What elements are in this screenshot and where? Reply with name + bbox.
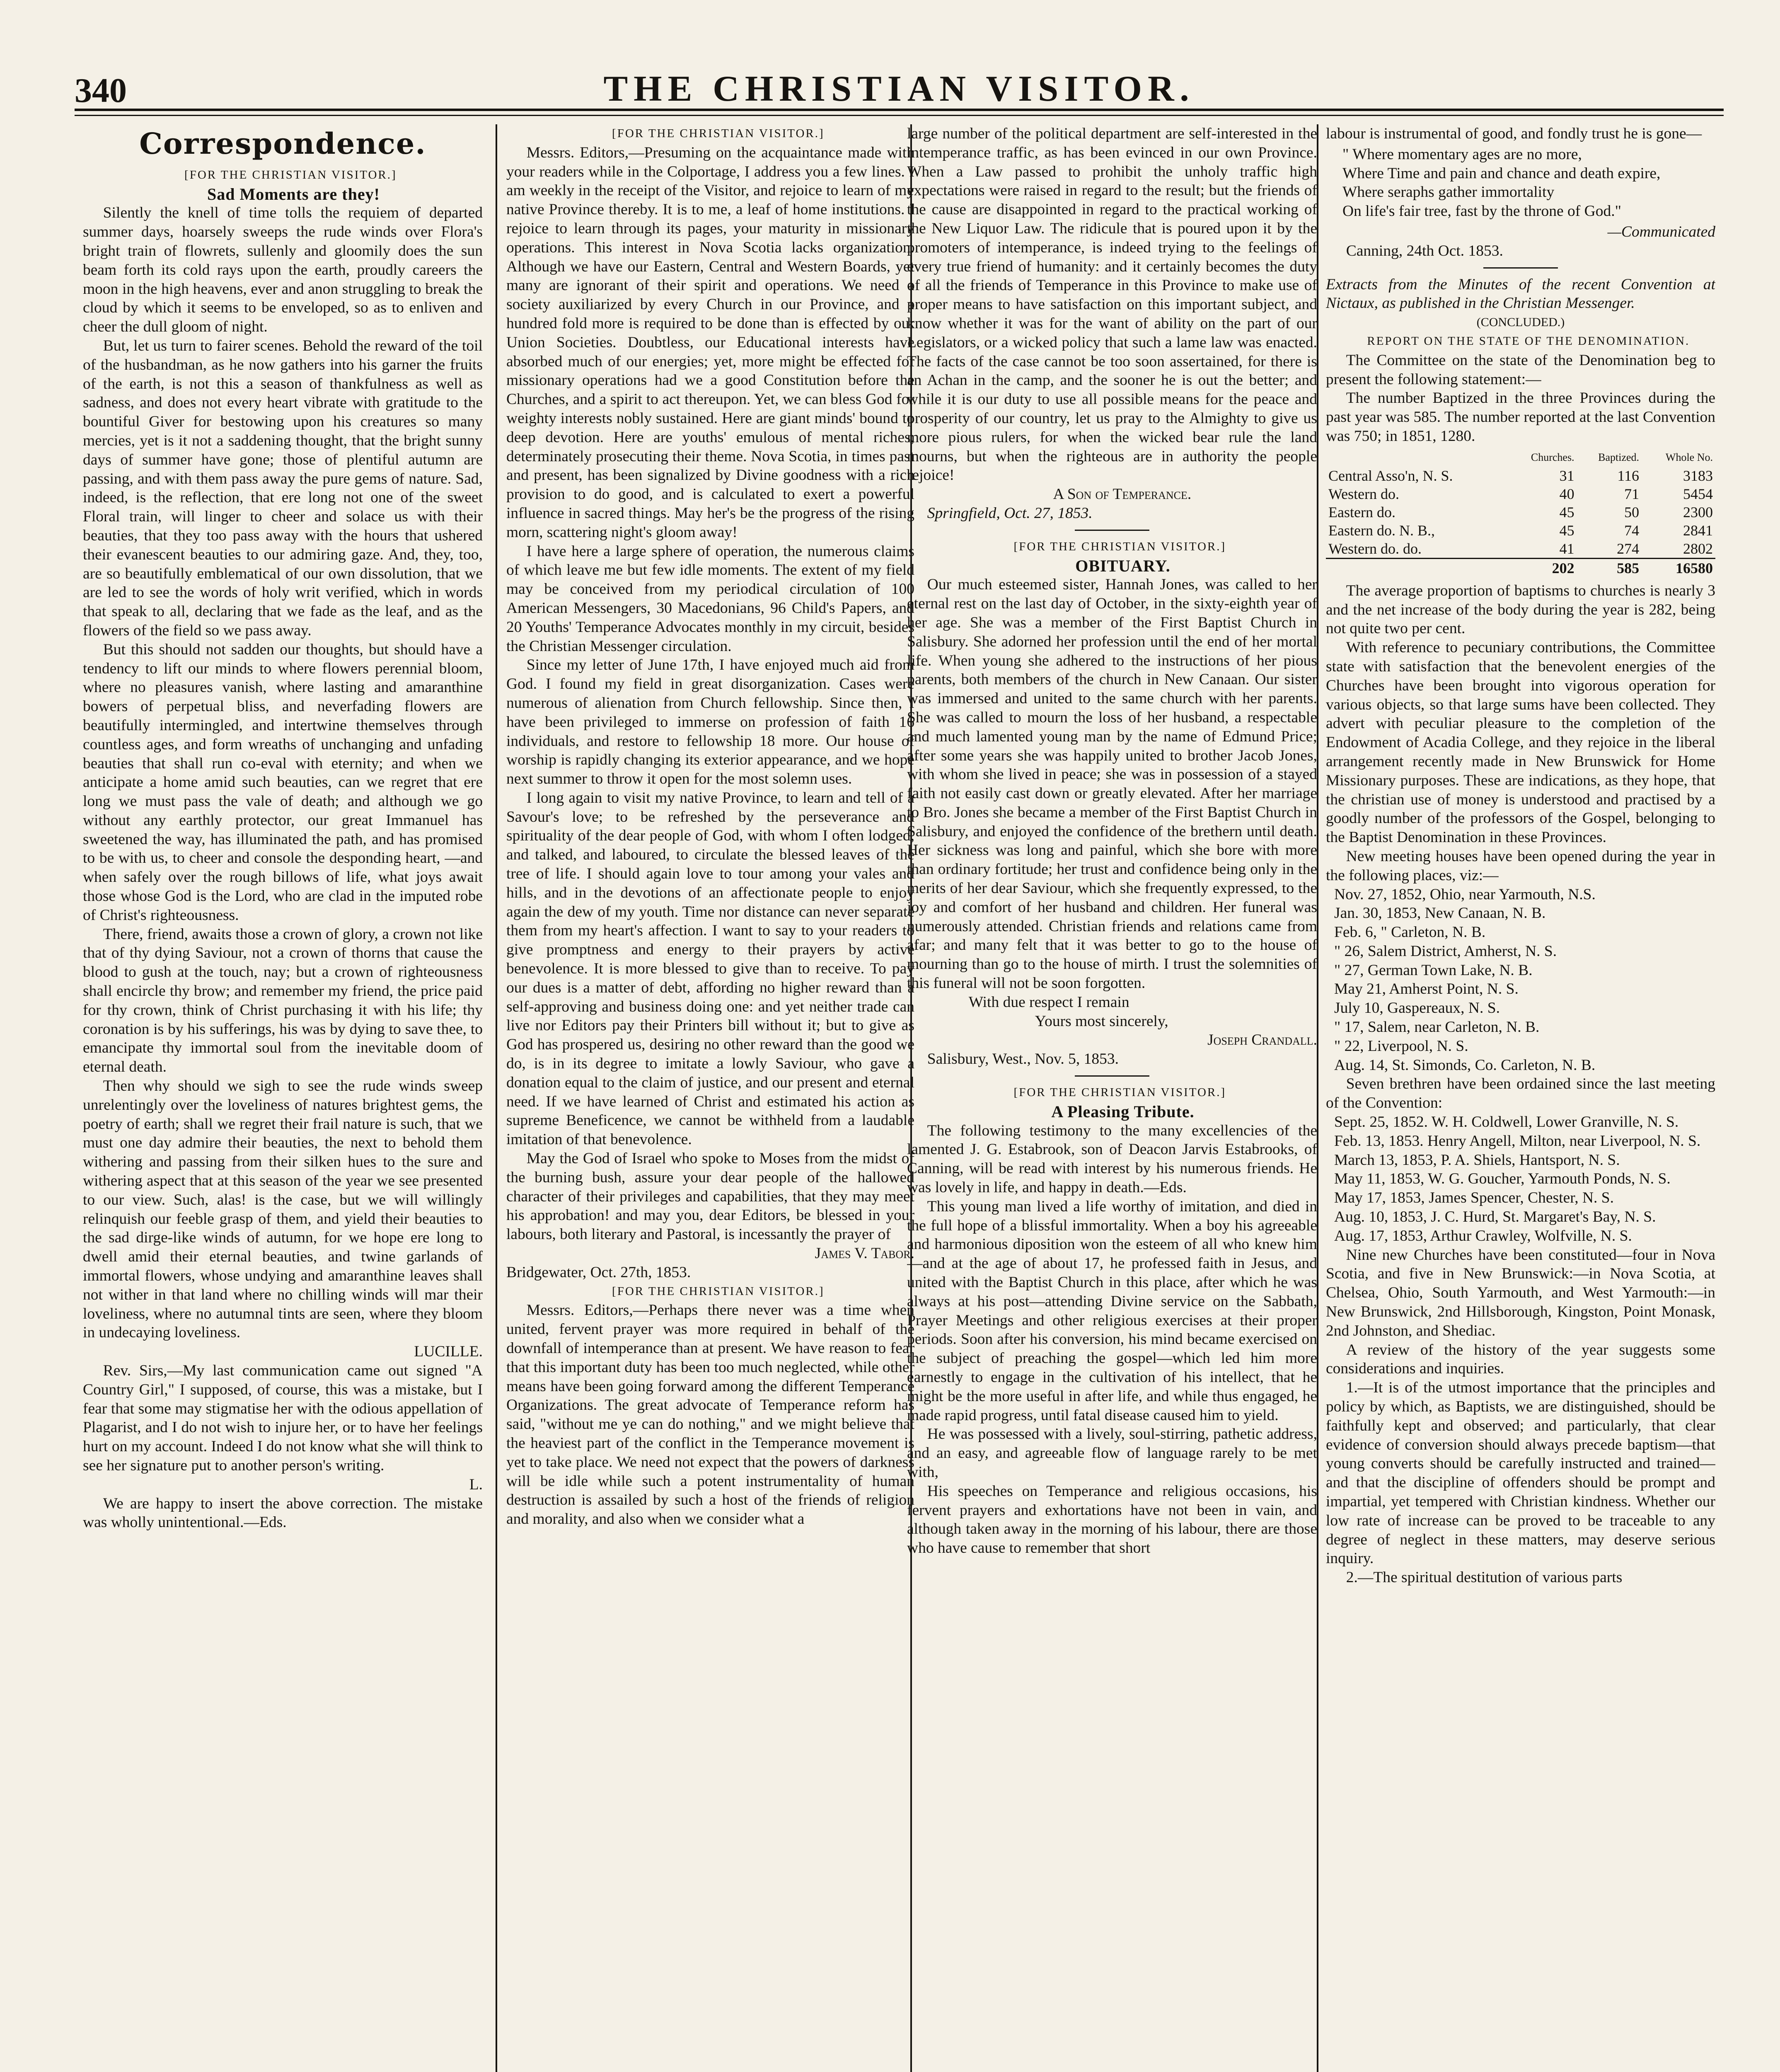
table-cell: 585 <box>1577 558 1642 577</box>
paragraph: Messrs. Editors,—Presuming on the acquaintance made with your readers while in the Colportage, I address you a few lines. I am weekly in the receipt of the Visitor, and rejoice to learn of my native Province thereby. It is to me, a leaf of home institutions. I rejoice to learn through its pages, your maturity in missionary operations. This interest in Nova Scotia lacks organization. Although we have our Eastern, Central and Western Boards, yet many are ignorant of their spirit and operations. We need a society auxiliarized by every Church in our Province, and a hundred fold more is required to be done than is effected by our Union Societies. Doubtless, our Educational interests have absorbed much of our energies; yet, more might be effected for missionary operations had we a good Constitution before the Churches, and a spirit to act thereupon. Yet, we can bless God for weighty interests nobly sustained. Here are giant minds' bound to deep devotion. Here are youths' emulous of mental riches, determinately prosecuting their theme. Nova Scotia, in times past and present, has been signalized by Divine goodness with a rich provision to do good, and is calculated to exert a powerful influence in sacred things. May her's be the progress of the rising morn, scattering night's gloom away! <box>506 144 914 541</box>
paragraph: Then why should we sigh to see the rude winds sweep unrelentingly over the loveliness of natures brightest gems, the poetry of earth; shall we regret their frail nature is such, that we must one day admire their beauties, the next to behold them withering and passing from their silken hues to the sure and withering aspect that at this season of the year we see presented to our view. Such, alas! is the case, but we will willingly relinquish our feeble grasp of them, and yield their beauties to the sad dirge-like winds of autumn, for we hope ere long to dwell amid their eternal beauties, and twine garlands of immortal flowers, whose undying and amaranthine leaves shall not wither in that land where no chilling winds will mar their loveliness, where no autumnal tints are seen, where they bloom in undecaying loveliness. <box>83 1077 483 1341</box>
paragraph: Our much esteemed sister, Hannah Jones, was called to her eternal rest on the last day of October, in the sixty-eighth year of her age. She was a member of the First Baptist Church in Salisbury. She adorned her profession until the end of her mortal life. When young she adhered to the instructions of her pious parents, both members of the church in New Canaan. Our sister was immersed and united to the same church with her parents. She was called to mourn the loss of her husband, a respectable and much lamented young man by the name of Edmund Price; after some years she was happily united to brother Jacob Jones, with whom she lived in peace; she was in possession of a stayed faith not easily cast down or greatly elevated. After her marriage to Bro. Jones she became a member of the First Baptist Church in Salisbury, and enjoyed the confidence of the brethern until death. Her sickness was long and painful, which she bore with more than ordinary fortitude; her trust and confidence being only in the merits of her dear Saviour, which she frequently expressed, to the joy and comfort of her husband and children. Her funeral was numerously attended. Christian friends and relations came from afar; and many felt that it was better to go to the house of mourning than go to the house of mirth. I trust the solemnities of this funeral will not be soon forgotten. <box>907 576 1317 992</box>
paragraph: I long again to visit my native Province, to learn and tell of a Savour's love; to be refreshed by the perseverance and spirituality of the dear people of God, with whom I often lodged, and talked, and laboured, to circulate the blessed leaves of the tree of life. I should again love to tour among your vales and hills, and in the devotions of an affectionate people to enjoy again the dew of my youth. Time nor distance can never separate them from my heart's affection. I want to say to your readers to give promptness and energy to their prayers by active benevolence. It is more blessed to give than to receive. To pay our dues is a matter of debt, affording no higher reward than a self-approving and business doing one: and yet neither trade can live nor Editors pay their Printers bill without it; but to give as God has prospered us, desiring no other reward than the good we do, is in its degree to imitate a lowly Saviour, who gave a donation equal to the claim of justice, and our present and eternal need. If we have learned of Christ and estimated his action as supreme Beneficence, we cannot be withheld from a laudable imitation of that benevolence. <box>506 789 914 1148</box>
column-divider <box>496 124 497 2072</box>
dateline: Canning, 24th Oct. 1853. <box>1346 242 1503 259</box>
table-row <box>1326 521 1715 540</box>
list-item: May 17, 1853, James Spencer, Chester, N. S. <box>1334 1189 1614 1207</box>
paragraph: Yours most sincerely, <box>1035 1012 1168 1030</box>
table-header: Churches. <box>1531 451 1574 463</box>
list-item: Aug. 10, 1853, J. C. Hurd, St. Margaret's Bay, N. S. <box>1334 1208 1656 1226</box>
divider-rule <box>1075 530 1149 531</box>
source-line: [FOR THE CHRISTIAN VISITOR.] <box>612 127 825 140</box>
table-cell: 45 <box>1559 503 1574 520</box>
dateline: Salisbury, West., Nov. 5, 1853. <box>927 1051 1119 1068</box>
table-row <box>1326 540 1715 559</box>
poem-line: On life's fair tree, fast by the throne of God." <box>1342 203 1621 220</box>
paragraph: There, friend, awaits those a crown of glory, a crown not like that of thy dying Saviour, not a crown of thorns that cause the blood to gush at the touch, nay; but a crown of righteousness shall encircle thy brow; and remember my friend, the price paid for thy crown, think of Christ purchasing it with his life; thy coronation is by his sufferings, his was by dying to save thee, to emancipate thy immortal soul from the inevitable doom of eternal death. <box>83 925 483 1076</box>
signature: L. <box>469 1476 483 1493</box>
paragraph: Since my letter of June 17th, I have enjoyed much aid from God. I found my field in great disorganization. Cases were numerous of alienation from Church fellowship. Since then, I have been privileged to immerse on profession of faith 16 individuals, and restore to fellowship 18 more. Our house of worship is rapidly changing its exterior appearance, and we hope next summer to throw it open for the most solemn uses. <box>506 656 914 788</box>
signature: LUCILLE. <box>414 1343 483 1360</box>
list-item: July 10, Gaspereaux, N. S. <box>1334 1000 1500 1017</box>
table-cell: Western do. do. <box>1328 540 1422 557</box>
paragraph: Messrs. Editors,—Perhaps there never was a time when united, fervent prayer was more required in behalf of the downfall of intemperance than at present. We have reason to fear that this important duty has been too much neglected, while other means have been going forward among the different Temperance Organizations. The great advocate of Temperance reform has said, "without me ye can do nothing," and we might believe that the heaviest part of the conflict in the Temperance movement is yet to take place. We need not expect that the powers of darkness will be idle while such a potent instrumentality of human destruction is assailed by such a host of the friends of religion and morality, and also when we consider what a <box>506 1302 914 1528</box>
list-item: Jan. 30, 1853, New Canaan, N. B. <box>1334 905 1546 922</box>
table-cell: 2300 <box>1683 503 1713 520</box>
list-item: Aug. 17, 1853, Arthur Crawley, Wolfville, N. S. <box>1334 1227 1632 1244</box>
divider-rule <box>1483 267 1558 269</box>
list-item: Aug. 14, St. Simonds, Co. Carleton, N. B. <box>1334 1056 1596 1074</box>
table-cell: 202 <box>1509 558 1577 577</box>
paragraph: His speeches on Temperance and religious occasions, his fervent prayers and exhortations have not been in vain, and although taken away in the morning of his labour, there are those who have cause to remember that short <box>907 1482 1317 1557</box>
list-item: " 26, Salem District, Amherst, N. S. <box>1334 942 1557 960</box>
page-number: 340 <box>75 71 127 110</box>
poem-line: Where seraphs gather immortality <box>1342 184 1555 201</box>
column-4 <box>1326 124 1715 2072</box>
table-cell: 40 <box>1559 485 1574 502</box>
concluded-note: (CONCLUDED.) <box>1476 315 1565 329</box>
poem <box>1326 145 1715 221</box>
paragraph: I have here a large sphere of operation, the numerous claims of which leave me but few idle moments. The extent of my field may be conceived from my periodical circulation of 100 American Messengers, 30 Macedonians, 96 Child's Papers, and 20 Youths' Temperance Advocates monthly in my circuit, besides the Christian Messenger circulation. <box>506 542 914 655</box>
paragraph: But this should not sadden our thoughts, but should have a tendency to lift our minds to where flowers perennial bloom, where no pleasures vanish, where lasting and amaranthine bowers of perpetual bliss, and neverfading flowers are beautifully intermingled, and intertwine themselves through countless ages, and form wreaths of unchanging and unfading beauties that shall run co-eval with eternity; and when we anticipate a home amid such beauties, can we regret that ere long we must pass the vale of death; and although we go without any earthly protector, our great Immanuel has sweetened the way, has illuminated the path, and has promised to be with us, to cheer and console the desponding heart, —and when safely over the rough billows of life, what joys await those whose God is the Lord, who are clad in the imputed robe of Christ's righteousness. <box>83 641 483 924</box>
attribution: —Communicated <box>1607 223 1715 240</box>
list-item: Sept. 25, 1852. W. H. Coldwell, Lower Granville, N. S. <box>1334 1113 1679 1131</box>
list-item: March 13, 1853, P. A. Shiels, Hantsport, N. S. <box>1334 1151 1620 1169</box>
list-item: Feb. 13, 1853. Henry Angell, Milton, near Liverpool, N. S. <box>1334 1132 1701 1150</box>
source-line: [FOR THE CHRISTIAN VISITOR.] <box>184 168 397 182</box>
paragraph: With reference to pecuniary contributions, the Committee state with satisfaction that the benevolent energies of the Churches have been brought into vigorous operation for various objects, so that large sums have been collected. They advert with peculiar pleasure to the completion of the Endowment of Acadia College, and they rejoice in the liberal arrangement recently made in New Brunswick for Home Missionary purposes. These are indications, as they hope, that the christian use of money is understood and practised by a goodly number of the professors of the Gospel, belonging to the Baptist Denomination in these Provinces. <box>1326 639 1715 846</box>
paragraph: He was possessed with a lively, soul-stirring, pathetic address, and an easy, and agreeable flow of language rarely to be met with, <box>907 1426 1317 1481</box>
column-2 <box>506 124 914 2072</box>
column-1 <box>83 124 483 2072</box>
table-cell: 5454 <box>1683 485 1713 502</box>
article-heading: A Pleasing Tribute. <box>1051 1102 1195 1121</box>
paragraph: The following testimony to the many excellencies of the lamented J. G. Estabrook, son of Deacon Jarvis Estabrooks, of Canning, will be read with interest by his numerous friends. He was lovely in life, and happy in death.—Eds. <box>907 1122 1317 1196</box>
table-cell: 31 <box>1559 467 1574 484</box>
paragraph: 1.—It is of the utmost importance that the principles and policy by which, as Baptists, we are distinguished, should be faithfully kept and observed; and particularly, that clear evidence of conversion should always precede baptism—that young converts should be carefully instructed and trained—and that the discipline of offenders should be prompt and impartial, yet tempered with Christian kindness. Whether our low rate of increase can be proved to be traceable to any degree of neglect in these matters, may deserve serious inquiry. <box>1326 1379 1715 1567</box>
table-cell: 41 <box>1559 540 1574 557</box>
list-item: " 22, Liverpool, N. S. <box>1334 1037 1468 1055</box>
list-item: May 21, Amherst Point, N. S. <box>1334 980 1519 998</box>
table-cell: 274 <box>1617 540 1640 557</box>
signature: A Son of Temperance. <box>1053 486 1192 503</box>
table-cell: 71 <box>1624 485 1640 502</box>
table-cell: 116 <box>1617 467 1640 484</box>
table-cell: 2841 <box>1683 522 1713 539</box>
poem-line: " Where momentary ages are no more, <box>1342 145 1582 163</box>
statistics-table <box>1326 448 1715 577</box>
table-row <box>1326 485 1715 503</box>
paragraph: Seven brethren have been ordained since the last meeting of the Convention: <box>1326 1075 1715 1112</box>
newspaper-title: THE CHRISTIAN VISITOR. <box>603 69 1195 109</box>
source-line: [FOR THE CHRISTIAN VISITOR.] <box>1013 540 1226 553</box>
paragraph: The average proportion of baptisms to churches is nearly 3 and the net increase of the body during the year is 282, being not quite two per cent. <box>1326 582 1715 637</box>
table-cell <box>1326 558 1509 577</box>
paragraph: This young man lived a life worthy of imitation, and died in the full hope of a blissful immortality. When a boy his agreeable and harmonious diposition won the esteem of all who knew him—and at the age of about 17, he professed faith in Jesus, and united with the Baptist Church in this place, after which he was always at his post—attending Divine service on the Sabbath, Prayer Meetings and other religious exercises at their proper periods. Soon after his conversion, his mind became exercised on the subject of preaching the gospel—which led him more earnestly to engage in the cultivation of his intellect, that he might be the more useful in after life, and while thus engaged, he made rapid progress, until fatal disease caused him to yield. <box>907 1198 1317 1424</box>
table-header-row <box>1326 448 1715 467</box>
dateline: Bridgewater, Oct. 27th, 1853. <box>506 1264 691 1281</box>
paragraph: Nine new Churches have been constituted—four in Nova Scotia, and five in New Brunswick:—in Nova Scotia, at Chelsea, Ohio, South Yarmouth, and West Yarmouth:—in New Brunswick, 2nd Hillsborough, Kingston, Point Monask, 2nd Johnston, and Shediac. <box>1326 1246 1715 1339</box>
table-row <box>1326 467 1715 485</box>
paragraph: May the God of Israel who spoke to Moses from the midst of the burning bush, assure your dear people of the hallowed character of their privileges and capabilities, that they may meet his approbation! and may you, dear Editors, be blessed in your labours, both literary and Pastoral, is incessantly the prayer of <box>506 1150 914 1243</box>
paragraph: Rev. Sirs,—My last communication came out signed "A Country Girl," I supposed, of course, this was a mistake, but I fear that some may stigmatise her with the odious appellation of Plagarist, and I do not wish to injure her, or to have her feelings hurt on my account. Indeed I do not know what she will think to see her signature put to another person's writing. <box>83 1362 483 1474</box>
table-cell: 45 <box>1559 522 1574 539</box>
list-item: " 27, German Town Lake, N. B. <box>1334 961 1533 979</box>
table-row <box>1326 503 1715 521</box>
column-3 <box>907 124 1317 2072</box>
table-cell: 3183 <box>1683 467 1713 484</box>
paragraph: The number Baptized in the three Provinces during the past year was 585. The number reported at the last Convention was 750; in 1851, 1280. <box>1326 390 1715 445</box>
paragraph: A review of the history of the year suggests some considerations and inquiries. <box>1326 1341 1715 1377</box>
masthead-rule <box>75 109 1724 116</box>
paragraph: With due respect I remain <box>968 993 1129 1011</box>
paragraph: Silently the knell of time tolls the requiem of departed summer days, hoarsely sweeps the rude winds over Flora's bright train of flowrets, sullenly and gloomily does the sun beam forth its cold rays upon the earth, proudly careers the moon in the high heavens, ever and anon struggling to break the cloud by which it seems to be enveloped, so as to enliven and cheer the dull gloom of night. <box>83 204 483 336</box>
paragraph: New meeting houses have been opened during the year in the following places, viz:— <box>1326 847 1715 884</box>
list-item: Nov. 27, 1852, Ohio, near Yarmouth, N.S. <box>1334 886 1596 903</box>
article-heading: Sad Moments are they! <box>207 184 380 203</box>
signature: Joseph Crandall. <box>1207 1031 1317 1049</box>
divider-rule <box>1075 1075 1149 1077</box>
poem-line: Where Time and pain and chance and death expire, <box>1342 165 1661 182</box>
paragraph: We are happy to insert the above correction. The mistake was wholly unintentional.—Eds. <box>83 1495 483 1531</box>
table-cell: 74 <box>1624 522 1640 539</box>
table-total-row <box>1326 558 1715 577</box>
table-cell: Eastern do. N. B., <box>1328 522 1435 539</box>
dateline: Springfield, Oct. 27, 1853. <box>927 504 1093 522</box>
table-cell: Western do. <box>1328 485 1400 502</box>
table-header <box>1326 448 1509 467</box>
article-heading: OBITUARY. <box>1075 556 1171 575</box>
table-cell: 50 <box>1624 503 1640 520</box>
table-cell: 16580 <box>1642 558 1715 577</box>
source-line: [FOR THE CHRISTIAN VISITOR.] <box>1013 1086 1226 1099</box>
list-item: May 11, 1853, W. G. Goucher, Yarmouth Ponds, N. S. <box>1334 1170 1671 1188</box>
table-cell: Eastern do. <box>1328 503 1395 520</box>
table-cell: Central Asso'n, N. S. <box>1328 467 1453 484</box>
list-item: Feb. 6, " Carleton, N. B. <box>1334 924 1486 941</box>
table-header: Baptized. <box>1598 451 1640 463</box>
list-item: " 17, Salem, near Carleton, N. B. <box>1334 1019 1540 1036</box>
section-heading: REPORT ON THE STATE OF THE DENOMINATION. <box>1367 334 1690 348</box>
table-cell: 2802 <box>1683 540 1713 557</box>
meeting-house-list <box>1326 885 1715 1075</box>
source-line: [FOR THE CHRISTIAN VISITOR.] <box>612 1284 825 1298</box>
paragraph: labour is instrumental of good, and fondly trust he is gone— <box>1326 125 1702 142</box>
paragraph: But, let us turn to fairer scenes. Behold the reward of the toil of the husbandman, as he now gathers into his garner the fruits of the earth, is not this a season of thankfulness as well as sadness, and does not every heart vibrate with gratitude to the bountiful Giver for bestowing upon his creatures so many mercies, yet is it not a saddening thought, that the bright sunny days of summer have gone; those of plentiful autumn are passing, and with them pass away the pure gems of nature. Sad, indeed, is the reflection, that ere long not one of the sweet Floral train, will linger to cheer and solace us with their beauties, that they too pass away with the hours that ushered their evanescent beauties to our admiring gaze. And, they, too, are so beautifully emblematical of our own dissolution, that we are led to see the words of holy writ verified, which in words that speak to all, declaring that we fade as the leaf, and as the flowers of the field so we pass away. <box>83 337 483 639</box>
paragraph: large number of the political department are self-interested in the intemperance traffic, as has been evinced in our own Province. When a Law passed to prohibit the unholy traffic high expectations were raised in regard to the result; but the friends of the cause are disappointed in regard to the practical working of the New Liquor Law. The ridicule that is poured upon it by the promoters of intemperance, is indeed trying to the feelings of every true friend of humanity: and it certainly becomes the duty of all the friends of Temperance in this Province to make use of proper means to have satisfaction on this important subject, and know whether it was for the want of ability on the part of our Legislators, or a wicked policy that such a lame law was enacted. The facts of the case cannot be too soon assertained, for there is an Achan in the camp, and the sooner he is out the better; and while it is our duty to use all possible means for the peace and prosperity of our country, let us pray to the Almighty to give us more pious rulers, for when the wicked bear rule the land mourns, but when the righteous are in authority the people rejoice! <box>907 125 1317 484</box>
table-header: Whole No. <box>1665 451 1713 463</box>
section-banner: Correspondence. <box>139 126 426 161</box>
article-heading: Extracts from the Minutes of the recent Convention at Nictaux, as published in the Christian Messenger. <box>1326 276 1715 312</box>
ordination-list <box>1326 1113 1715 1246</box>
paragraph: The Committee on the state of the Denomination beg to present the following statement:— <box>1326 351 1715 388</box>
signature: James V. Tabor. <box>815 1245 914 1262</box>
paragraph: 2.—The spiritual destitution of various parts <box>1346 1569 1623 1586</box>
